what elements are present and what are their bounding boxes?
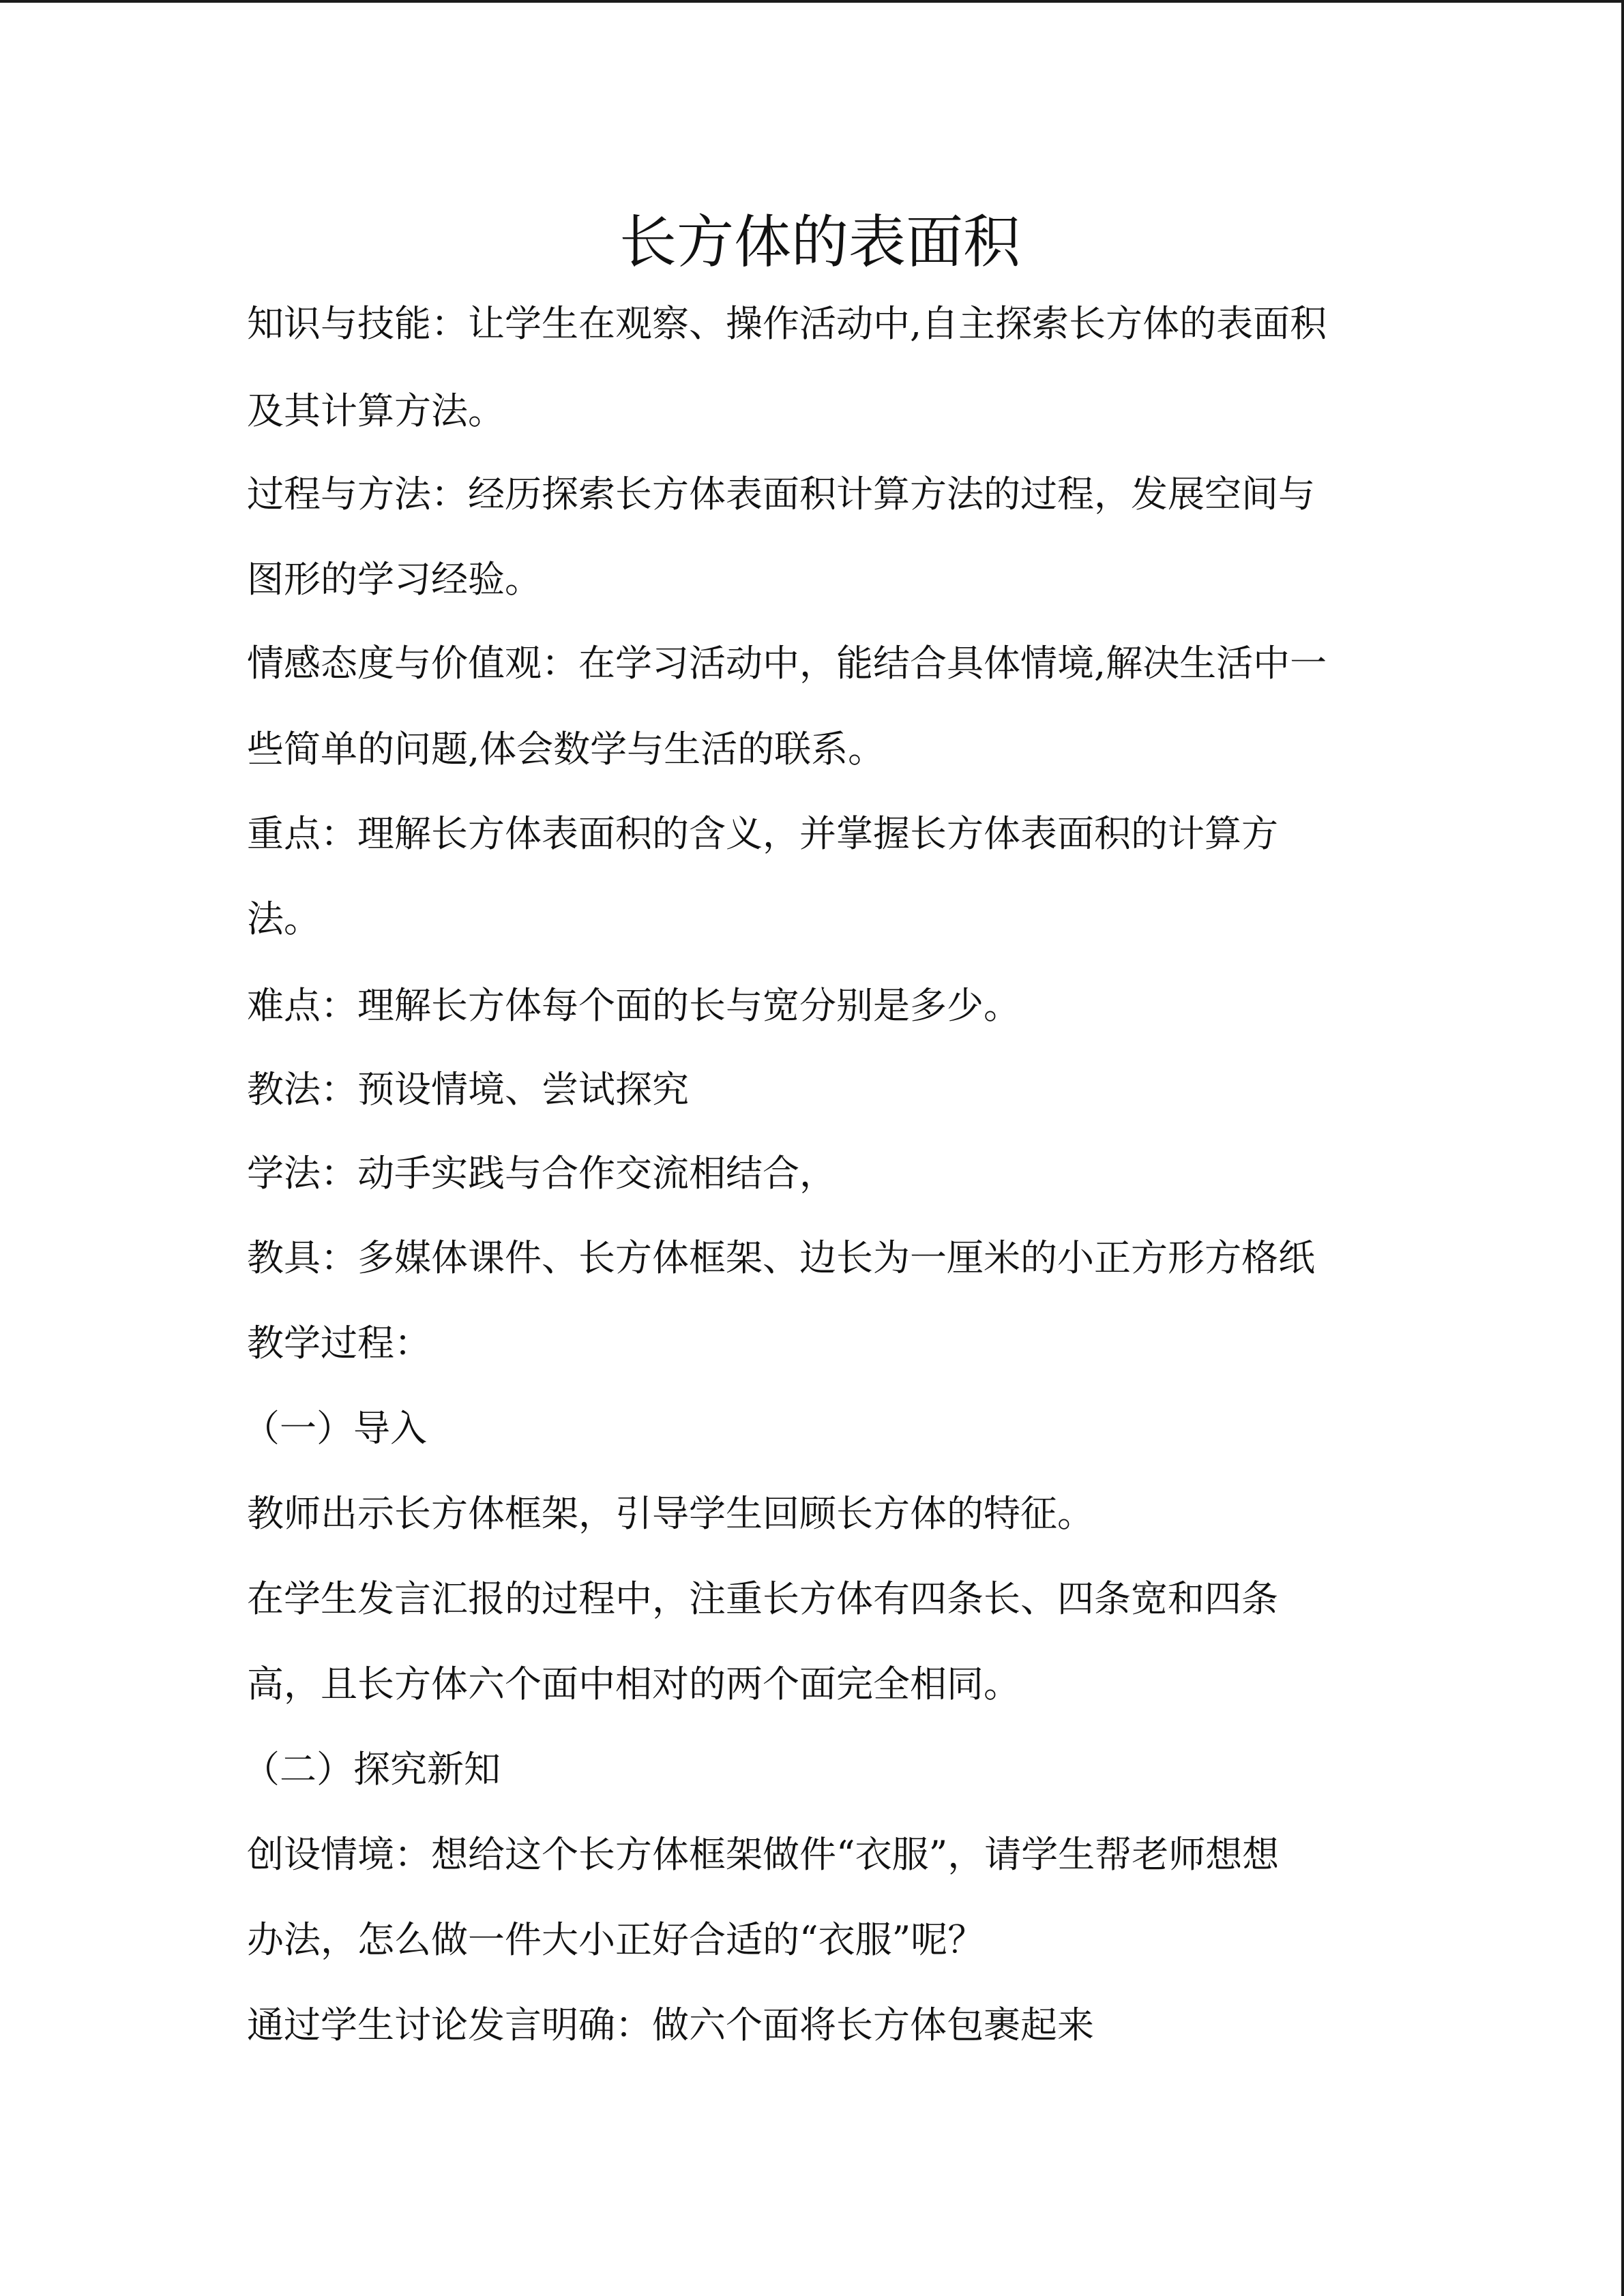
document-title: 长方体的表面积 — [619, 209, 1020, 275]
teaching-aids-line: 教具：多媒体课件、长方体框架、边长为一厘米的小正方形方格纸 — [247, 1236, 1315, 1279]
intro-report-line-1: 在学生发言汇报的过程中，注重长方体有四条长、四条宽和四条 — [247, 1577, 1278, 1620]
page-top-border — [0, 0, 1624, 3]
section-intro-heading: （一）导入 — [243, 1407, 427, 1450]
goal-knowledge-line-1: 知识与技能：让学生在观察、操作活动中,自主探索长方体的表面积 — [247, 302, 1327, 345]
teaching-process-heading: 教学过程： — [247, 1322, 431, 1365]
key-point-line-1: 重点：理解长方体表面积的含义，并掌握长方体表面积的计算方 — [247, 812, 1278, 855]
teaching-method-line: 教法：预设情境、尝试探究 — [247, 1068, 689, 1111]
goal-knowledge-line-2: 及其计算方法。 — [247, 389, 505, 432]
page-right-border — [1621, 0, 1624, 2296]
goal-attitude-line-2: 些简单的问题,体会数学与生活的联系。 — [247, 728, 885, 771]
key-point-line-2: 法。 — [247, 897, 321, 940]
intro-report-line-2: 高，且长方体六个面中相对的两个面完全相同。 — [247, 1663, 1020, 1705]
section-explore-heading: （二）探究新知 — [243, 1748, 501, 1791]
discussion-line: 通过学生讨论发言明确：做六个面将长方体包裹起来 — [247, 2003, 1094, 2046]
difficulty-line: 难点：理解长方体每个面的长与宽分别是多少。 — [247, 984, 1020, 1027]
scenario-line-2: 办法，怎么做一件大小正好合适的“衣服”呢？ — [247, 1918, 985, 1961]
goal-attitude-line-1: 情感态度与价值观：在学习活动中，能结合具体情境,解决生活中一 — [247, 642, 1327, 685]
intro-paragraph-line: 教师出示长方体框架，引导学生回顾长方体的特征。 — [247, 1492, 1094, 1535]
goal-process-line-1: 过程与方法：经历探索长方体表面积计算方法的过程，发展空间与 — [247, 473, 1315, 516]
learning-method-line: 学法：动手实践与合作交流相结合， — [247, 1152, 836, 1195]
goal-process-line-2: 图形的学习经验。 — [247, 558, 542, 601]
scenario-line-1: 创设情境：想给这个长方体框架做件“衣服”，请学生帮老师想想 — [247, 1833, 1280, 1876]
